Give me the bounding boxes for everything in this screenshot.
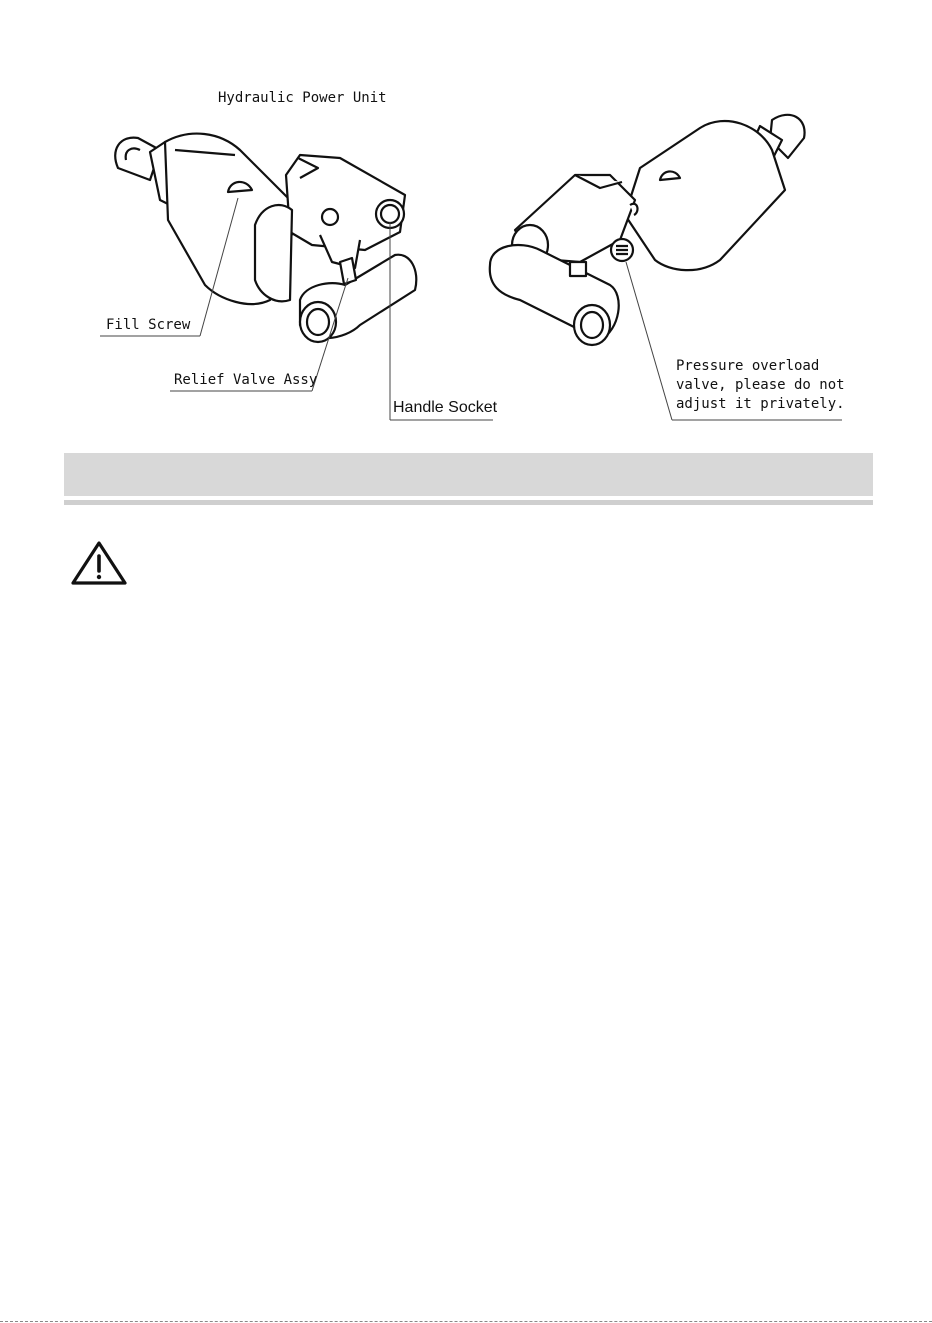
page-bottom-rule [0, 1321, 932, 1322]
handle-socket-label: Handle Socket [393, 399, 498, 416]
warning-triangle-icon [70, 540, 128, 586]
pressure-valve-label-line-1: Pressure overload [676, 358, 820, 374]
relief-valve-label: Relief Valve Assy [174, 372, 318, 388]
diagram-title: Hydraulic Power Unit [218, 90, 387, 106]
pressure-valve-label-line-3: adjust it privately. [676, 396, 845, 412]
pressure-valve-label-line-2: valve, please do not [676, 377, 845, 393]
right-unit-illustration [490, 115, 805, 345]
fill-screw-label: Fill Screw [106, 317, 191, 333]
section-header-bar [64, 453, 873, 500]
left-unit-illustration [115, 134, 416, 342]
